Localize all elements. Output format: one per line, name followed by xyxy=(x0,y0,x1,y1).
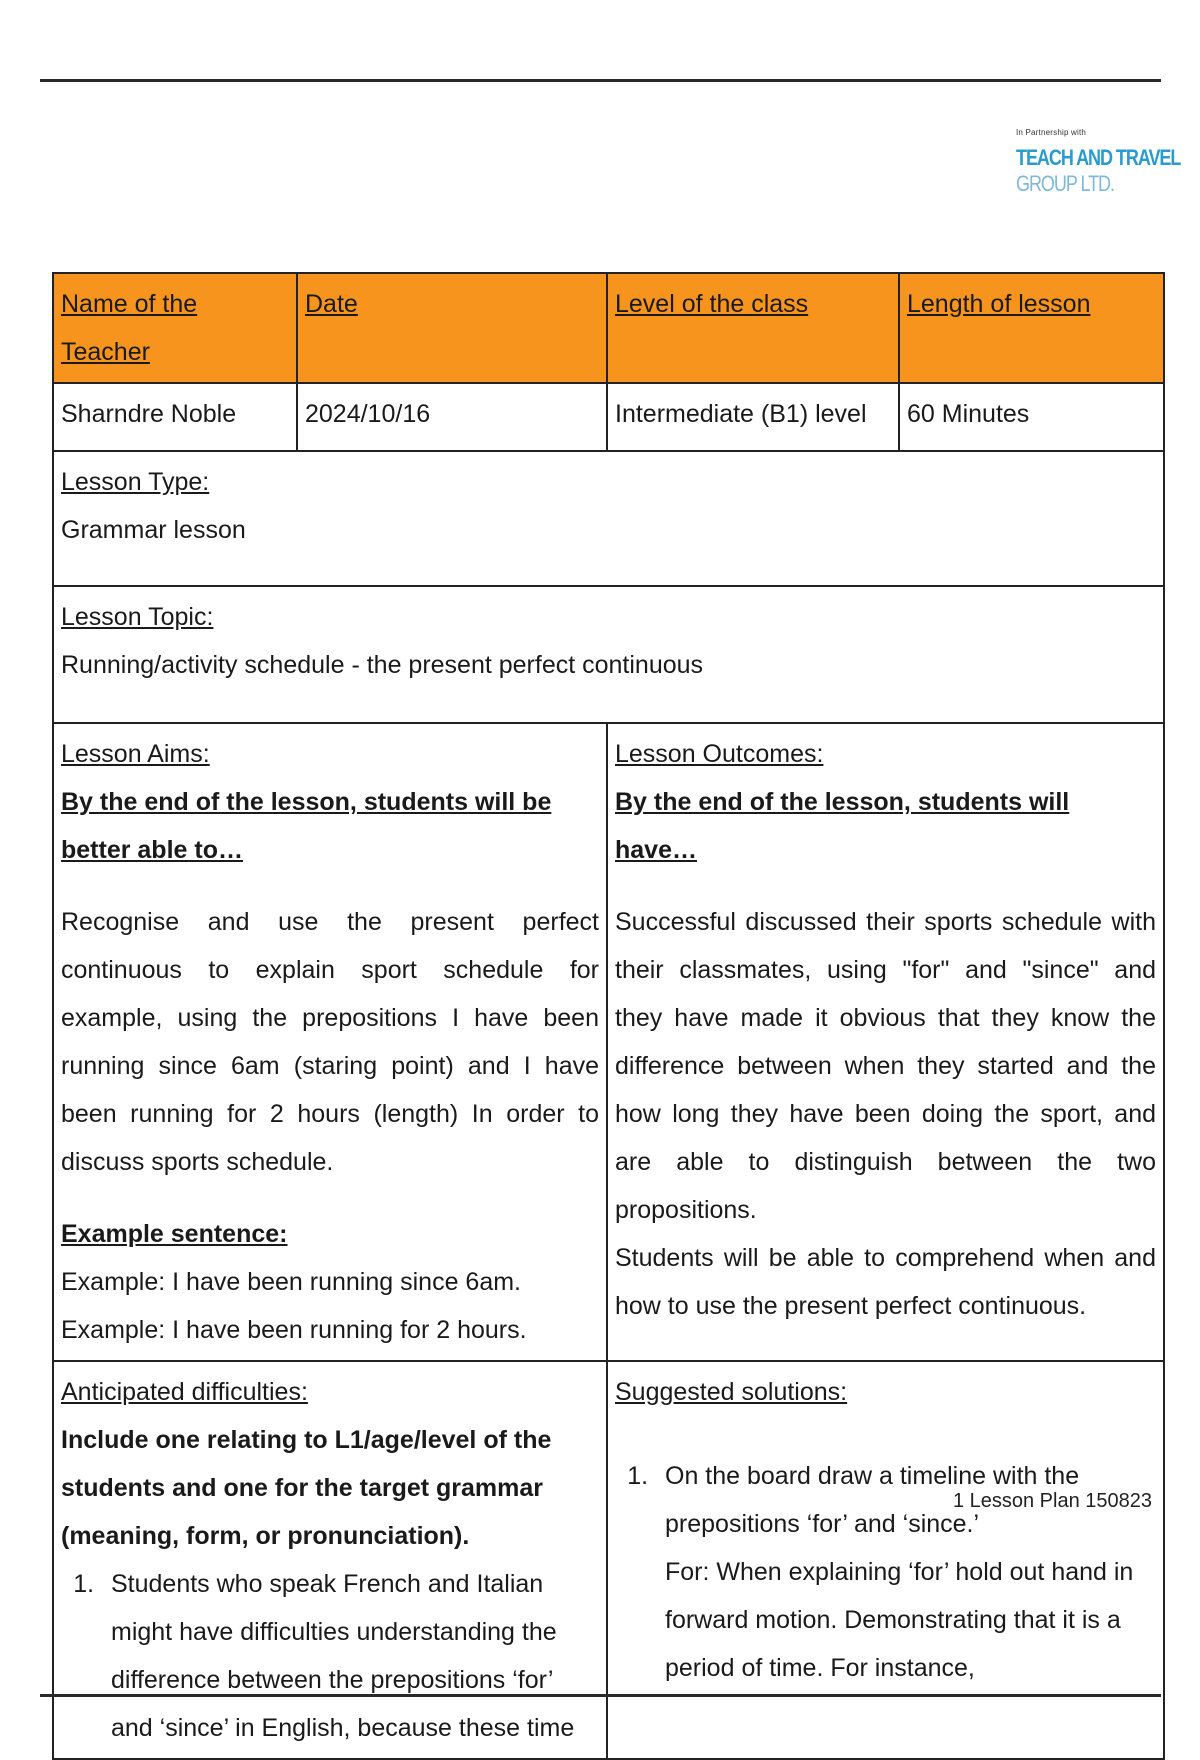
teacher-name: Sharndre Noble xyxy=(53,383,297,451)
page-number: 1 xyxy=(952,1490,965,1512)
lesson-outcomes-text-2: Students will be able to comprehend when and how to use the present perfect continuous. xyxy=(615,1244,1156,1320)
level-header-label: Level of the class xyxy=(615,290,809,318)
lesson-type-row xyxy=(53,451,1164,586)
lesson-topic-label: Lesson Topic: xyxy=(61,603,214,631)
length-header-label: Length of lesson xyxy=(907,290,1091,318)
solution-item xyxy=(655,1452,1156,1692)
top-rule xyxy=(40,79,1161,82)
level-header xyxy=(607,273,899,383)
date-header-label: Date xyxy=(305,290,358,318)
aims-outcomes-row xyxy=(53,723,1164,1361)
header-row xyxy=(53,273,1164,383)
partner-logo xyxy=(1016,128,1181,218)
lesson-aims-subheading: By the end of the lesson, students will be better able to… xyxy=(61,788,552,864)
solution-item-text: On the board draw a timeline with the prepositions ‘for’ and ‘since.’ xyxy=(665,1462,1080,1538)
class-level: Intermediate (B1) level xyxy=(607,383,899,451)
difficulty-item: 1. Students who speak French and Italian might have difficulties understanding the difference between the prepositions ‘for’ and ‘since’ in English, because these time xyxy=(101,1560,599,1752)
lesson-outcomes-text-1: Successful discussed their sports schedule with their classmates, using "for" and "since" and they have made it obvious that they know the difference between when they started and the how long they have been doing the sport, and are able to distinguish between the two propositions. xyxy=(615,908,1156,1224)
teacher-header-label: Name of the Teacher xyxy=(61,290,198,366)
difficulties-label: Anticipated difficulties: xyxy=(61,1378,308,1406)
page-footer xyxy=(953,1490,1152,1513)
solutions-label: Suggested solutions: xyxy=(615,1378,848,1406)
example-sentence-1: Example: I have been running since 6am. xyxy=(61,1268,521,1296)
info-row xyxy=(53,383,1164,451)
logo-brand-line1: TEACH AND TRAVEL xyxy=(1016,145,1181,170)
teacher-header xyxy=(53,273,297,383)
bottom-rule xyxy=(40,1694,1161,1697)
lesson-aims-text: Recognise and use the present perfect continuous to explain sport schedule for example, using the prepositions I have been running since 6am (staring point) and I have been running for 2 hours (length) In order to discuss sports schedule. xyxy=(61,908,599,1176)
solutions-list xyxy=(655,1452,1156,1692)
doc-label: Lesson Plan 150823 xyxy=(969,1490,1152,1512)
lesson-aims-cell xyxy=(53,723,607,1361)
lesson-plan-table xyxy=(52,272,1165,1760)
lesson-aims-label: Lesson Aims: xyxy=(61,740,210,768)
lesson-topic-row xyxy=(53,586,1164,723)
lesson-date: 2024/10/16 xyxy=(297,383,607,451)
lesson-topic-value: Running/activity schedule - the present perfect continuous xyxy=(61,651,704,679)
lesson-topic-cell xyxy=(53,586,1164,723)
date-header xyxy=(297,273,607,383)
difficulties-solutions-row xyxy=(53,1361,1164,1759)
difficulties-list xyxy=(101,1560,599,1752)
solution-continuation: For: When explaining ‘for’ hold out hand in forward motion. Demonstrating that it is a period of time. For instance, xyxy=(665,1558,1134,1682)
difficulties-instruction: Include one relating to L1/age/level of the students and one for the target grammar (meaning, form, or pronunciation). xyxy=(61,1426,552,1550)
lesson-outcomes-subheading: By the end of the lesson, students will have… xyxy=(615,788,1070,864)
lesson-type-label: Lesson Type: xyxy=(61,468,210,496)
solutions-cell xyxy=(607,1361,1164,1759)
difficulties-cell xyxy=(53,1361,607,1759)
lesson-length: 60 Minutes xyxy=(899,383,1164,451)
lesson-type-value: Grammar lesson xyxy=(61,516,246,544)
lesson-type-cell xyxy=(53,451,1164,586)
example-sentence-2: Example: I have been running for 2 hours. xyxy=(61,1316,527,1344)
lesson-outcomes-cell xyxy=(607,723,1164,1361)
logo-brand-line2: GROUP LTD. xyxy=(1016,171,1114,197)
logo-partnership-text: In Partnership with xyxy=(1016,128,1087,137)
length-header xyxy=(899,273,1164,383)
example-sentence-label: Example sentence: xyxy=(61,1220,288,1248)
lesson-outcomes-label: Lesson Outcomes: xyxy=(615,740,824,768)
